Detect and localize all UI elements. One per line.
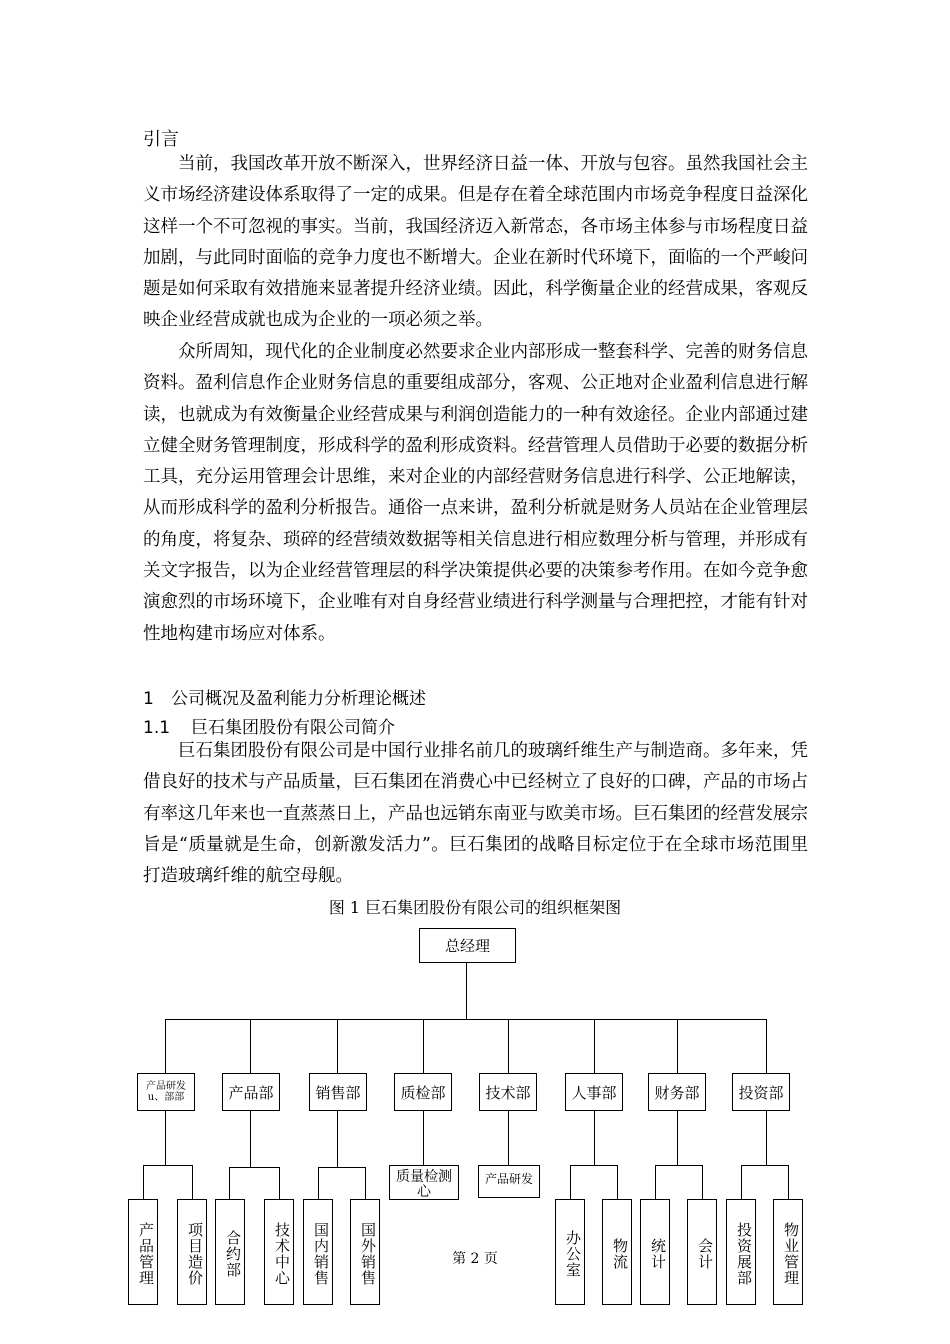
dept-box: 财务部 [648,1073,706,1111]
dept-box: 产品部 [222,1073,280,1111]
connector-line [165,1110,166,1165]
connector-line [788,1165,789,1200]
connector-line [570,1165,618,1166]
dept-box: 质检部 [394,1073,452,1111]
connector-line [594,1110,595,1165]
leaf-box: 投资展部 [726,1199,756,1305]
section-heading-1-1 [143,713,395,738]
org-root-box: 总经理 [419,928,516,963]
connector-line [766,1110,767,1165]
section-title: 巨石集团股份有限公司简介 [191,718,395,738]
connector-line [508,1110,509,1166]
figure-caption: 图 1 巨石集团股份有限公司的组织框架图 [328,898,622,917]
sub-box-rd: 产品研发 [478,1165,540,1198]
sub-box-quality: 质量检测心 [389,1165,459,1200]
leaf-box: 产品管理 [128,1199,158,1305]
dept-box: 投资部 [732,1073,790,1111]
leaf-box: 合约部 [215,1199,245,1305]
leaf-box: 会计 [687,1199,717,1305]
connector-line [365,1167,366,1200]
connector-line [337,1019,338,1073]
connector-line [250,1019,251,1073]
dept-box: 销售部 [309,1073,367,1111]
section-number: 1 [143,689,154,709]
leaf-box: 国外销售 [350,1199,380,1305]
paragraph-2: 众所周知，现代化的企业制度必然要求企业内部形成一整套科学、完善的财务信息资料。盈利信息作企业财务信息的重要组成部分，客观、公正地对企业盈利信息进行解读，也就成为有效衡量企业经营成果与利润创造能力的一种有效途径。企业内部通过建立健全财务管理制度，形成科学的盈利形成资料。经营管理人员借助于必要的数据分析工具，充分运用管理会计思维，来对企业的内部经营财务信息进行科学、公正地解读，从而形成科学的盈利分析报告。通俗一点来讲，盈利分析就是财务人员站在企业管理层的角度，将复杂、琐碎的经营绩效数据等相关信息进行相应数理分析与管理，并形成有关文字报告，以为企业经营管理层的科学决策提供必要的决策参考作用。在如今竞争愈演愈烈的市场环境下，企业唯有对自身经营业绩进行科学测量与合理把控，才能有针对性地构建市场应对体系。 [143,342,808,644]
connector-line [508,1019,509,1073]
page-number: 第 2 页 [452,1251,498,1267]
connector-line [143,1165,144,1200]
connector-line [741,1165,742,1200]
leaf-box: 物流 [602,1199,632,1305]
connector-line [143,1165,193,1166]
dept-box: 技术部 [479,1073,537,1111]
leaf-box: 统计 [640,1199,670,1305]
connector-line [250,1110,251,1167]
connector-line [192,1165,193,1200]
connector-line [570,1165,571,1200]
connector-line [229,1167,280,1168]
connector-line [423,1019,424,1073]
section-number: 1.1 [143,718,171,738]
connector-line [594,1019,595,1073]
connector-line [318,1167,366,1168]
section-heading-1 [143,684,426,709]
connector-line [279,1167,280,1200]
connector-line [766,1019,767,1073]
leaf-box: 技术中心 [264,1199,294,1305]
connector-line [337,1110,338,1167]
connector-line [229,1167,230,1200]
connector-line [466,962,467,1020]
connector-line [655,1165,656,1200]
connector-line [655,1165,703,1166]
leaf-box: 国内销售 [303,1199,333,1305]
intro-heading: 引言 [143,129,179,150]
connector-line [318,1167,319,1200]
connector-line [677,1019,678,1073]
connector-line [617,1165,618,1200]
paragraph-1: 当前，我国改革开放不断深入，世界经济日益一体、开放与包容。虽然我国社会主义市场经济建设体系取得了一定的成果。但是存在着全球范围内市场竞争程度日益深化这样一个不可忽视的事实。当前，我国经济迈入新常态，各市场主体参与市场程度日益加剧，与此同时面临的竞争力度也不断增大。企业在新时代环境下，面临的一个严峻问题是如何采取有效措施来显著提升经济业绩。因此，科学衡量企业的经营成果，客观反映企业经营成就也成为企业的一项必须之举。 [143,154,808,331]
leaf-box: 物业管理 [773,1199,803,1305]
leaf-box: 办公室 [555,1199,585,1305]
connector-line [741,1165,789,1166]
section-title: 公司概况及盈利能力分析理论概述 [171,689,426,709]
connector-line [165,1019,166,1074]
connector-line [423,1110,424,1166]
leaf-box: 项目造价 [177,1199,207,1305]
connector-line [677,1110,678,1165]
paragraph-3: 巨石集团股份有限公司是中国行业排名前几的玻璃纤维生产与制造商。多年来，凭借良好的技术与产品质量，巨石集团在消费心中已经树立了良好的口碑，产品的市场占有率这几年来也一直蒸蒸日上，产品也远销东南亚与欧美市场。巨石集团的经营发展宗旨是“质量就是生命，创新激发活力”。巨石集团的战略目标定位于在全球市场范围里打造玻璃纤维的航空母舰。 [143,741,808,887]
dept-box: 产品研发u、部部 [137,1073,195,1111]
connector-line [702,1165,703,1200]
dept-box: 人事部 [565,1073,623,1111]
